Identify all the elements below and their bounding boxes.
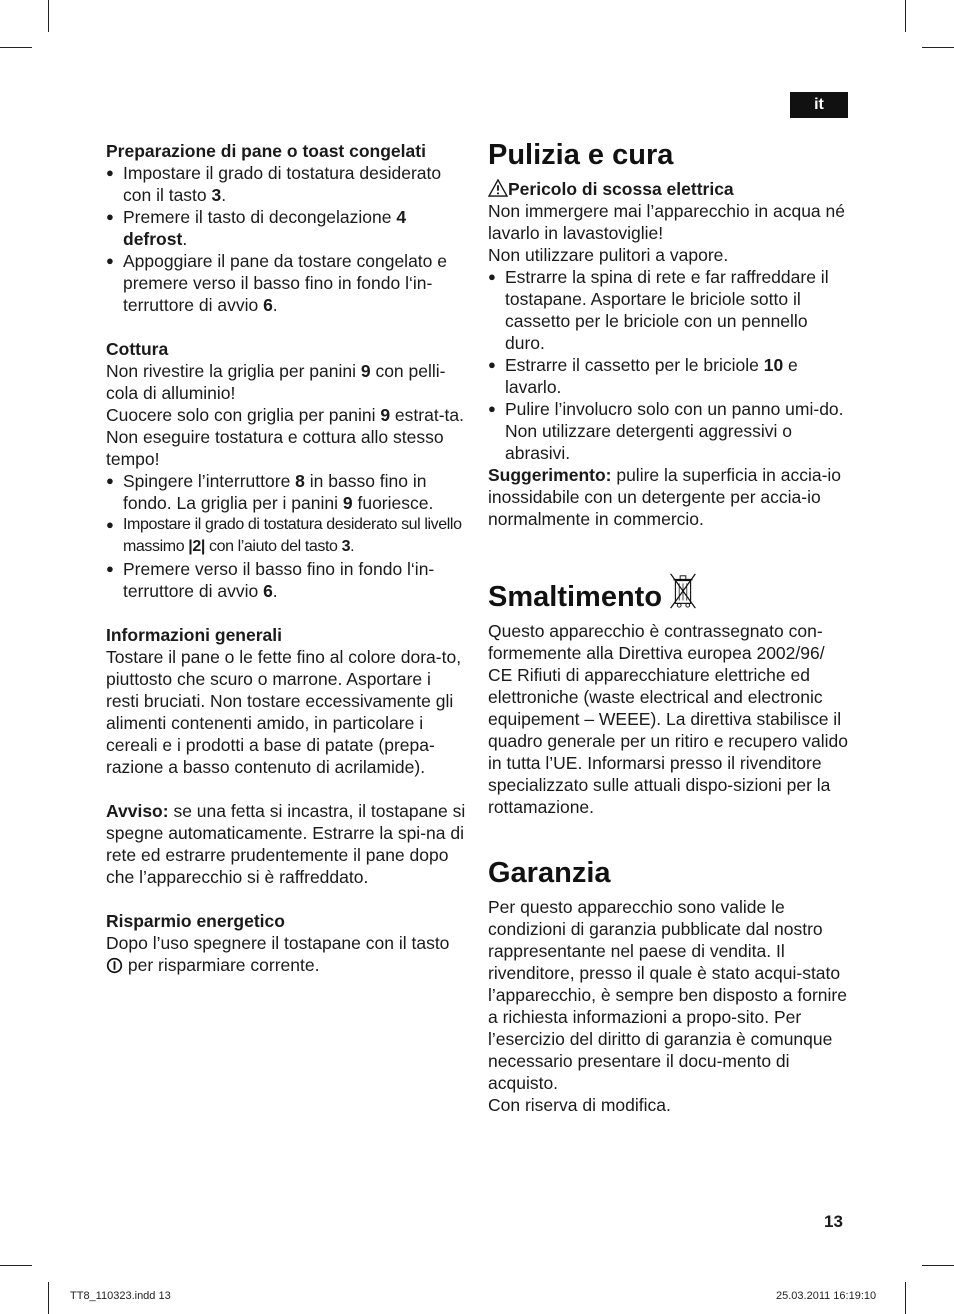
warning-triangle-icon	[488, 179, 508, 197]
warning-heading: Pericolo di scossa elettrica	[488, 178, 850, 200]
power-symbol-icon	[106, 957, 123, 974]
crop-mark	[905, 0, 906, 32]
frozen-list	[106, 162, 468, 316]
cottura-paragraph: Non rivestire la griglia per panini 9 con pelli-cola di alluminio!	[106, 361, 446, 403]
crop-mark	[48, 1282, 49, 1314]
crop-mark	[0, 47, 32, 48]
list-item: ● Estrarre la spina di rete e far raffreddare il tostapane. Asportare le briciole sotto il cassetto per le briciole con un pennello duro.	[488, 266, 850, 354]
pulizia-paragraph: Non immergere mai l’apparecchio in acqua né lavarlo in lavastoviglie!	[488, 201, 845, 243]
cottura-list	[106, 470, 468, 602]
cottura-paragraph: Cuocere solo con griglia per panini 9 estrat-ta.	[106, 405, 464, 425]
tip-paragraph: Suggerimento: pulire la superficia in accia-io inossidabile con un detergente per accia-io normalmente in commercio.	[488, 465, 842, 529]
footer-date: 25.03.2011 16:19:10	[776, 1290, 877, 1302]
pulizia-list	[488, 266, 850, 464]
list-item: ● Premere il tasto di decongelazione 4 defrost.	[106, 206, 468, 250]
crossed-out-bin-icon	[668, 572, 698, 610]
garanzia-note: Con riserva di modifica.	[488, 1095, 671, 1115]
page-number: 13	[824, 1212, 843, 1231]
cottura-heading: Cottura	[106, 339, 169, 359]
info-heading: Informazioni generali	[106, 625, 282, 645]
risparmio-paragraph: Dopo l’uso spegnere il tostapane con il tasto per risparmiare corrente.	[106, 933, 450, 975]
cottura-paragraph: Non eseguire tostatura e cottura allo stesso tempo!	[106, 427, 444, 469]
list-item: ● Impostare il grado di tostatura desiderato con il tasto 3.	[106, 162, 468, 206]
smaltimento-paragraph: Questo apparecchio è contrassegnato con-formemente alla Direttiva europea 2002/96/ CE Rifiuti di apparecchiature elettriche ed elettroniche (waste electrical and electronic equipement – WEEE). La direttiva stabilisce il quadro generale per un ritiro e recupero valido in tutta l’UE. Informarsi presso il rivenditore specializzato sulle attuali dispo-sizioni per la rottamazione.	[488, 621, 848, 817]
list-item: ● Premere verso il basso fino in fondo l‘in-terruttore di avvio 6.	[106, 558, 468, 602]
crop-mark	[0, 1265, 32, 1266]
garanzia-paragraph: Per questo apparecchio sono valide le condizioni di garanzia pubblicate dal nostro rappresentante nel paese di vendita. Il rivenditore, presso il quale è stato acqui-stato l’apparecchio, è sempre ben disposto a fornire a richiesta informazioni a propo-sito. Per l’esercizio del diritto di garanzia è comunque necessario presentare il docu-mento di acquisto.	[488, 897, 847, 1093]
list-item: ● Estrarre il cassetto per le briciole 10 e lavarlo.	[488, 354, 850, 398]
right-column	[488, 138, 850, 1116]
left-column	[106, 140, 468, 976]
smaltimento-title: Smaltimento	[488, 572, 850, 614]
risparmio-heading: Risparmio energetico	[106, 911, 285, 931]
pulizia-paragraph: Non utilizzare pulitori a vapore.	[488, 245, 729, 265]
list-item: ● Pulire l’involucro solo con un panno umi-do. Non utilizzare detergenti aggressivi o abrasivi.	[488, 398, 850, 464]
list-item: ● Spingere l’interruttore 8 in basso fino in fondo. La griglia per i panini 9 fuoriesce.	[106, 470, 468, 514]
list-item: ● Impostare il grado di tostatura desiderato sul livello massimo |2| con l’aiuto del tasto 3.	[106, 514, 468, 558]
garanzia-title: Garanzia	[488, 857, 611, 889]
crop-mark	[48, 0, 49, 32]
footer-file: TT8_110323.indd 13	[70, 1290, 171, 1302]
frozen-heading: Preparazione di pane o toast congelati	[106, 141, 426, 161]
crop-mark	[922, 47, 954, 48]
info-paragraph: Tostare il pane o le fette fino al colore dora-to, piuttosto che scuro o marrone. Asportare i resti bruciati. Non tostare eccessivamente gli alimenti contenenti amido, in particolare i cereali e i prodotti a base di patate (prepa-razione a basso contenuto di acrilamide).	[106, 647, 462, 777]
list-item: ● Appoggiare il pane da tostare congelato e premere verso il basso fino in fondo l‘in-terruttore di avvio 6.	[106, 250, 468, 316]
crop-mark	[922, 1265, 954, 1266]
crop-mark	[905, 1282, 906, 1314]
language-badge: it	[790, 92, 848, 118]
pulizia-title: Pulizia e cura	[488, 139, 674, 171]
avviso-paragraph: Avviso: se una fetta si incastra, il tostapane si spegne automaticamente. Estrarre la spi-na di rete ed estrarre prudentemente il pane dopo che l’apparecchio si è raffreddato.	[106, 801, 466, 887]
